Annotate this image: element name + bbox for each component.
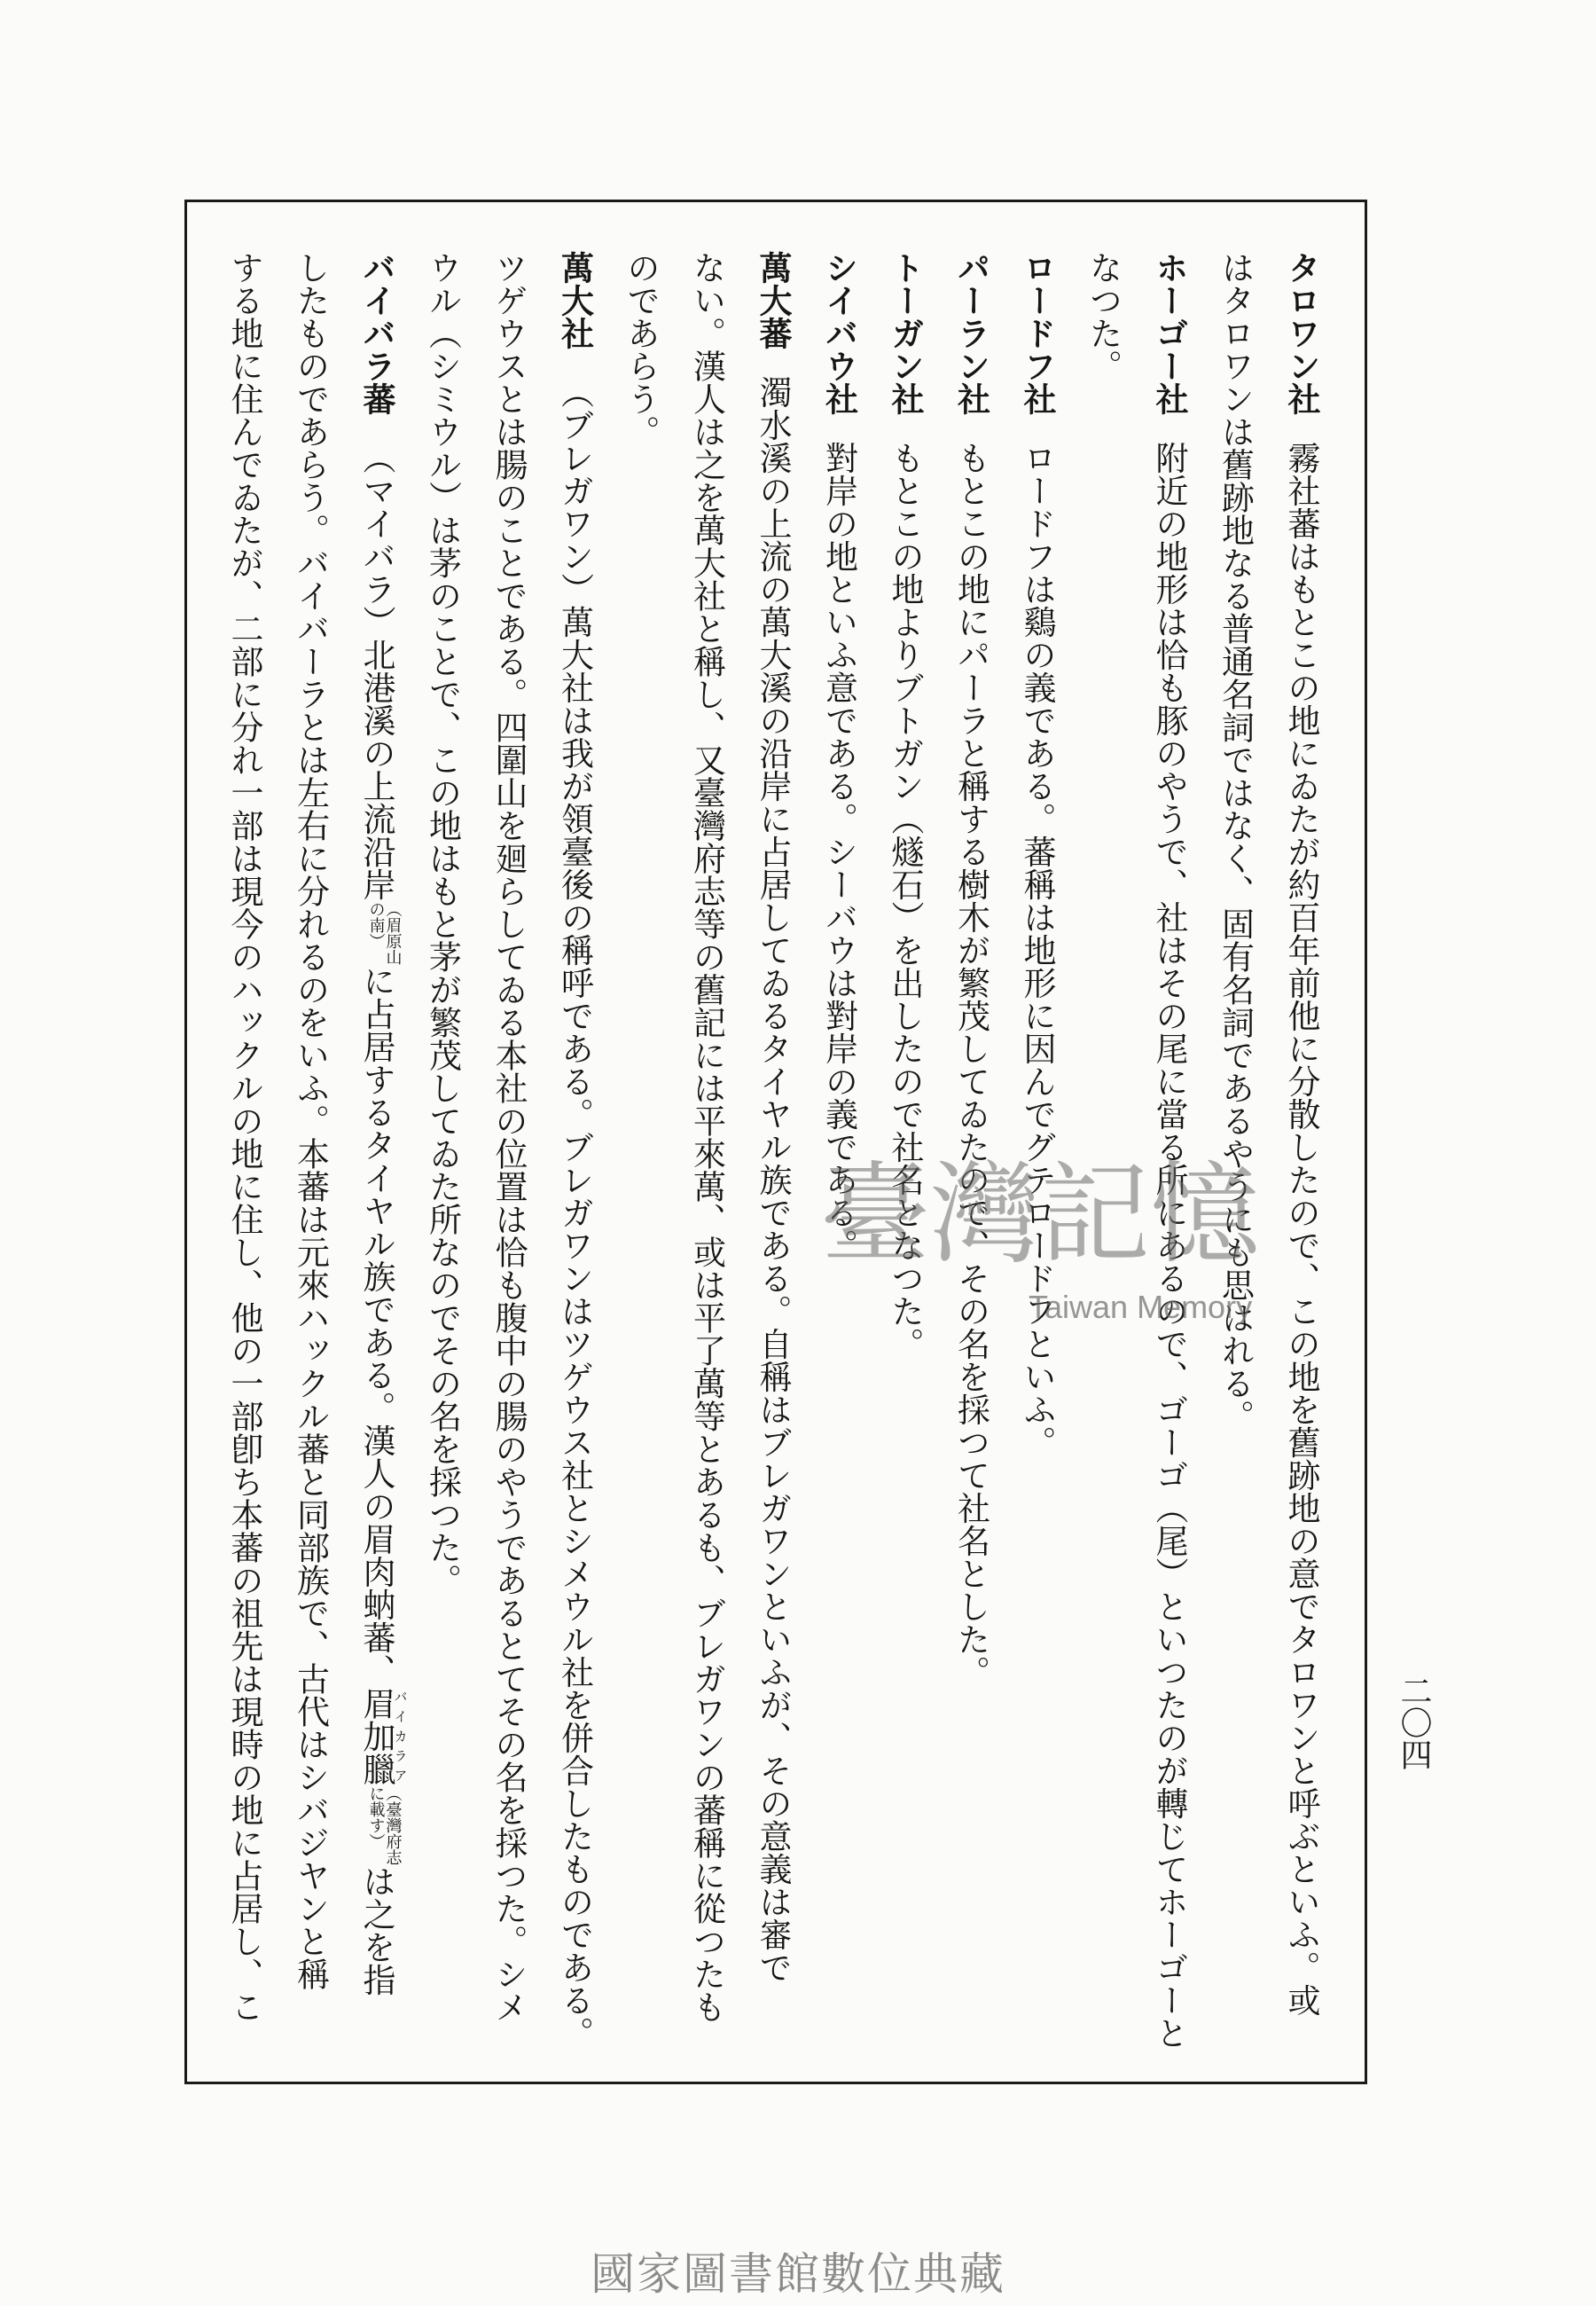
column-text: ツゲウスとは腸のことである。四圍山を廻らしてゐる本社の位置は恰も腹中の腸のやうであるとてその名を採つた。シメ (489, 251, 528, 2023)
ruby-reading: バイカラア (392, 1686, 409, 1785)
column-text: する地に住んでゐたが、二部に分れ一部は現今のハックルの地に住し、他の一部卽ち本蕃の祖先は現時の地に占居し、こ (225, 251, 263, 2023)
inline-note-line: に載す） (366, 1784, 386, 1849)
column-text: は之を指 (357, 1864, 395, 1996)
watermark-subtitle: Taiwan Memory (1029, 1289, 1253, 1325)
column-text: （マイバラ）北港溪の上流沿岸 (357, 441, 395, 901)
text-column-16 (277, 251, 343, 2069)
archive-footer: 國家圖書館數位典藏 (591, 2248, 1005, 2300)
inline-note (368, 901, 402, 965)
column-text: ない。漢人は之を萬大社と稱し、又臺灣府志等の舊記には平來萬、或は平了萬等とあるも、ブレガワンの蕃稱に從つたも (687, 251, 726, 2023)
entry-heading: バイバラ蕃 (357, 251, 395, 415)
text-column-14 (409, 251, 475, 2069)
text-column-12 (541, 251, 607, 2069)
inline-note-line: （臺灣府志 (383, 1784, 403, 1865)
entry-heading: シイバウ社 (819, 251, 858, 415)
watermark-title: 臺灣記憶 (820, 1151, 1261, 1279)
column-text: はタロワンは舊跡地なる普通名詞ではなく、固有名詞であるやうにも思はれる。 (1216, 251, 1255, 1432)
entry-heading: 萬大社 (555, 251, 594, 349)
ruby-annotation (357, 1686, 409, 1785)
text-column-10 (673, 251, 739, 2069)
column-text: 附近の地形は恰も豚のやうで、社はその尾に當る所にあるので、ゴーゴ（尾）といつたのが轉じてホーゴーと (1150, 441, 1188, 2050)
text-column-11 (607, 251, 674, 2069)
entry-heading: ホーゴー社 (1150, 251, 1188, 415)
inline-note-line: の南） (366, 900, 386, 949)
column-text: のであらう。 (622, 251, 660, 448)
column-text: に占居するタイヤル族である。漢人の眉肉蚋蕃、 (357, 964, 395, 1687)
column-text: 霧社蕃はもとこの地にゐたが約百年前他に分散したので、この地を舊跡地の意でタロワンと呼ぶといふ。或 (1282, 441, 1320, 2017)
text-column-13 (475, 251, 542, 2069)
entry-heading: 萬大蕃 (754, 251, 792, 349)
column-text: したものであらう。バイバーラとは左右に分れるのをいふ。本蕃は元來ハックル蕃と同部族で、古代はシバジヤンと稱 (291, 251, 330, 1990)
entry-heading: タロワン社 (1282, 251, 1320, 415)
text-column-9 (739, 251, 806, 2069)
entry-heading: パーラン社 (951, 251, 990, 415)
text-column-15 (343, 251, 410, 2069)
text-column-17 (211, 251, 278, 2069)
column-text: もとこの地にパーラと稱する樹木が繁茂してゐたので、その名を採つて社名とした。 (951, 441, 990, 1689)
entry-heading: ロードフ社 (1018, 251, 1056, 415)
inline-note (368, 1785, 402, 1865)
column-text: ロードフは鷄の義である。蕃稱は地形に因んでグテロードフといふ。 (1018, 441, 1056, 1459)
inline-note-line: （眉原山 (383, 900, 403, 965)
column-text: 對岸の地といふ意である。シーバウは對岸の義である。 (819, 441, 858, 1262)
column-text: もとこの地よりブトガン（燧石）を出したので社名となつた。 (886, 441, 924, 1361)
column-text: （ブレガワン）萬大社は我が領臺後の稱呼である。ブレガワンはツゲウス社とシメウル社を併合したものである。 (555, 375, 594, 2050)
entry-heading: トーガン社 (886, 251, 924, 415)
column-text: 濁水溪の上流の萬大溪の沿岸に占居してゐるタイヤル族である。自稱はブレガワンといふが、その意義は審で (754, 375, 792, 1984)
ruby-base: 眉加臘 (357, 1686, 395, 1785)
column-text: ウル（シミウル）は茅のことで、この地はもと茅が繁茂してゐた所なのでその名を採つた。 (423, 251, 462, 1596)
column-text: なつた。 (1084, 251, 1123, 382)
page-number: 二〇四 (1396, 1675, 1432, 1770)
